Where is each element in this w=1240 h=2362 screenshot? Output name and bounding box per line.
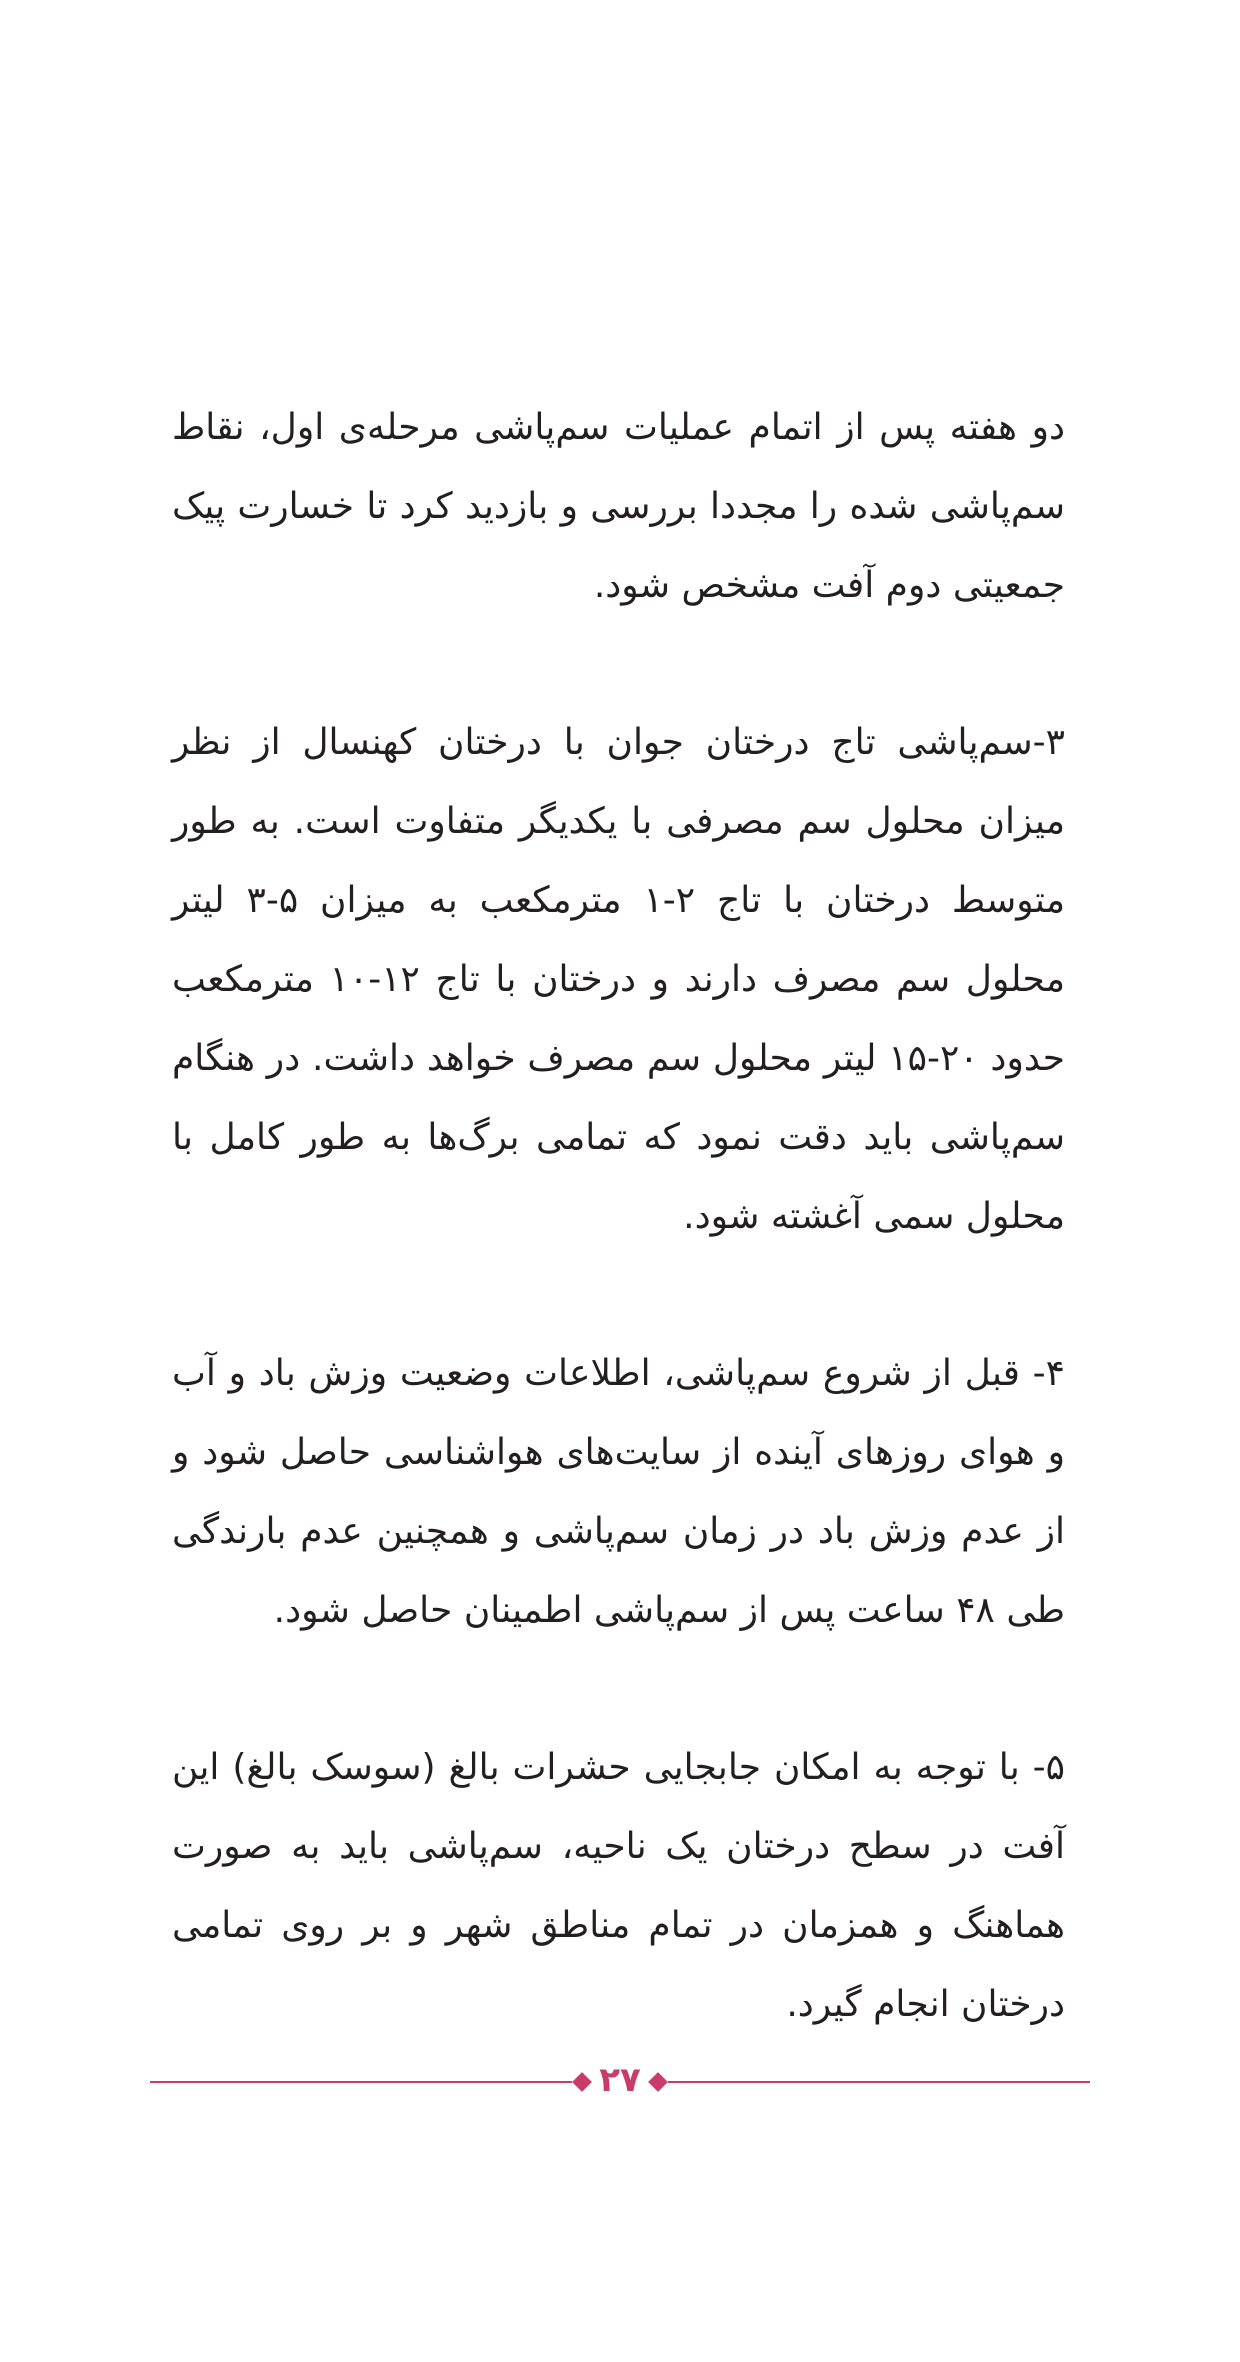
footer-divider-left (150, 2081, 572, 2083)
paragraph-post-spraying-inspection: دو هفته پس از اتمام عملیات سم‌پاشی مرحله‌ی اول، نقاط سم‌پاشی شده را مجددا بررسی و بازدید کرد تا خسارت پیک جمعیتی دوم آفت مشخص شود. (172, 407, 1065, 606)
paragraph-point-4-weather-check: ۴- قبل از شروع سم‌پاشی، اطلاعات وضعیت وزش باد و آب و هوای روزهای آینده از سایت‌های هواشناسی حاصل شود و از عدم وزش باد در زمان سم‌پاشی و همچنین عدم بارندگی طی ۴۸ ساعت پس از سم‌پاشی اطمینان حاصل شود. (172, 1353, 1065, 1631)
page-footer (150, 2052, 1090, 2112)
page-number: ۲۷ (599, 2060, 641, 2100)
diamond-ornament-icon (648, 2072, 668, 2092)
paragraph-point-3-spray-volume: ۳-سم‌پاشی تاج درختان جوان با درختان کهنسال از نظر میزان محلول سم مصرفی با یکدیگر متفاوت است. به طور متوسط درختان با تاج ۲-۱ مترمکعب به میزان ۵-۳ لیتر محلول سم مصرف دارند و درختان با تاج ۱۲-۱۰ مترمکعب حدود ۲۰-۱۵ لیتر محلول سم مصرف خواهد داشت. در هنگام سم‌پاشی باید دقت نمود که تمامی برگ‌ها به طور کامل با محلول سمی آغشته شود. (172, 722, 1065, 1237)
diamond-ornament-icon (572, 2072, 592, 2092)
paragraph-point-5-coordinated-spraying: ۵- با توجه به امکان جابجایی حشرات بالغ (سوسک بالغ) این آفت در سطح درختان یک ناحیه، سم‌پاشی باید به صورت هماهنگ و همزمان در تمام مناطق شهر و بر روی تمامی درختان انجام گیرد. (172, 1747, 1065, 2025)
footer-divider-right (668, 2081, 1090, 2083)
